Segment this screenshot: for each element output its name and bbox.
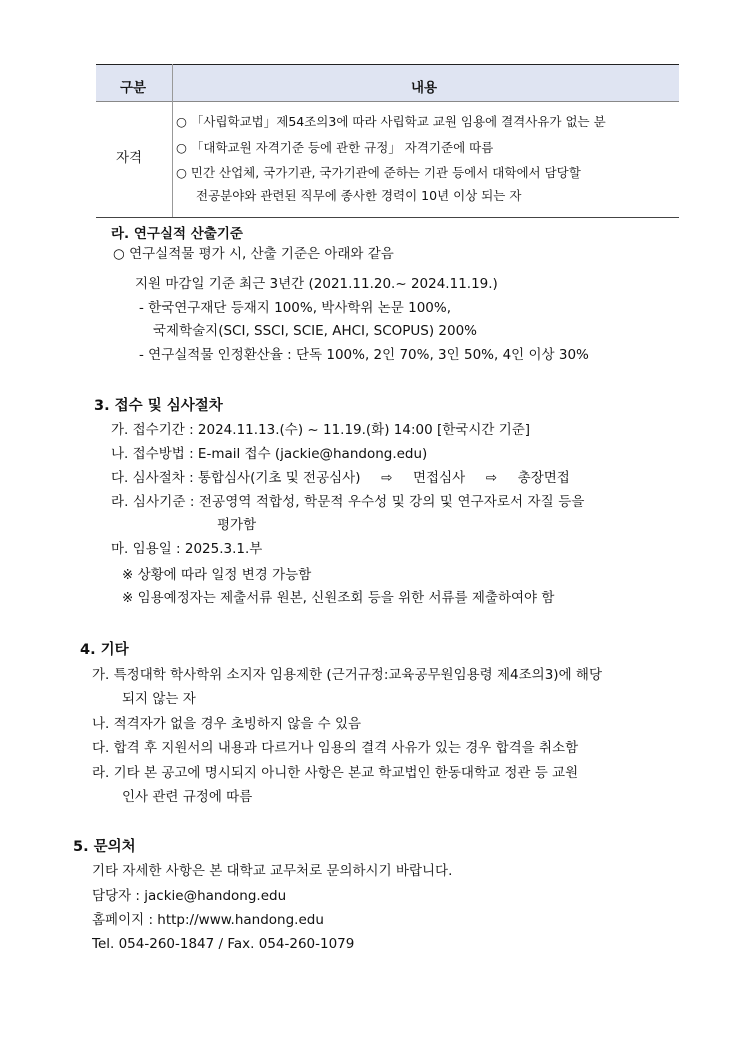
section3-procedure (111, 472, 570, 486)
table-header-content: 내용 (411, 80, 438, 96)
section5-contact: 담당자 : jackie@handong.edu (92, 888, 287, 904)
section4-title: 4. 기타 (80, 642, 129, 658)
research-criteria-line: - 연구실적물 인정환산율 : 단독 100%, 2인 70%, 3인 50%, 4인 이상 30% (139, 347, 589, 363)
section4-item: 가. 특정대학 학사학위 소지자 임용제한 (근거규정:교육공무원임용령 제4조의3)에 해당 (92, 667, 602, 683)
section5-intro: 기타 자세한 사항은 본 대학교 교무처로 문의하시기 바랍니다. (92, 863, 453, 879)
section4-item-cont: 되지 않는 자 (122, 691, 196, 707)
research-criteria-line: - 한국연구재단 등재지 100%, 박사학위 논문 100%, (139, 300, 452, 316)
table-item: ○ 민간 산업체, 국가기관, 국가기관에 준하는 기관 등에서 대학에서 담당할 (176, 165, 581, 180)
section4-item: 라. 기타 본 공고에 명시되지 아니한 사항은 본교 학교법인 한동대학교 정관 등 교원 (92, 765, 579, 781)
section3-period: 가. 접수기간 : 2024.11.13.(수) ~ 11.19.(화) 14:00 [한국시간 기준] (111, 422, 531, 438)
procedure-step-2: 면접심사 (413, 470, 466, 486)
research-criteria-bullet: ○ 연구실적물 평가 시, 산출 기준은 아래와 같음 (113, 246, 394, 262)
table-item: ○ 「대학교원 자격기준 등에 관한 규정」 자격기준에 따름 (176, 140, 494, 155)
arrow-right-icon: ⇨ (381, 470, 393, 486)
section3-criteria: 라. 심사기준 : 전공영역 적합성, 학문적 우수성 및 강의 및 연구자로서 자질 등을 (111, 494, 585, 510)
table-header-row (96, 64, 679, 102)
table-item-continuation: 전공분야와 관련된 직무에 종사한 경력이 10년 이상 되는 자 (196, 188, 522, 203)
procedure-step-1: 다. 심사절차 : 통합심사(기초 및 전공심사) (111, 470, 361, 486)
arrow-right-icon: ⇨ (485, 470, 498, 486)
section3-title: 3. 접수 및 심사절차 (94, 398, 223, 414)
table-item: ○ 「사립학교법」제54조의3에 따라 사립학교 교원 임용에 결격사유가 없는 분 (176, 114, 606, 129)
section4-item: 나. 적격자가 없을 경우 초빙하지 않을 수 있음 (92, 716, 362, 732)
research-criteria-line: 국제학술지(SCI, SSCI, SCIE, AHCI, SCOPUS) 200% (153, 323, 477, 339)
section5-title: 5. 문의처 (73, 839, 136, 855)
section3-method: 나. 접수방법 : E-mail 접수 (jackie@handong.edu) (111, 446, 428, 462)
section4-item-cont: 인사 관련 규정에 따름 (122, 789, 253, 805)
section3-note: ※ 임용예정자는 제출서류 원본, 신원조회 등을 위한 서류를 제출하여야 함 (122, 590, 555, 606)
section5-homepage: 홈페이지 : http://www.handong.edu (92, 912, 324, 928)
section3-criteria-cont: 평가함 (217, 517, 257, 533)
research-criteria-period: 지원 마감일 기준 최근 3년간 (2021.11.20.~ 2024.11.19.) (135, 276, 498, 292)
table-header-category: 구분 (120, 80, 147, 96)
section3-note: ※ 상황에 따라 일정 변경 가능함 (122, 567, 312, 583)
section5-phone: Tel. 054-260-1847 / Fax. 054-260-1079 (92, 936, 355, 952)
section4-item: 다. 합격 후 지원서의 내용과 다르거나 임용의 결격 사유가 있는 경우 합격을 취소함 (92, 740, 579, 756)
section3-appointment-date: 마. 임용일 : 2025.3.1.부 (111, 541, 263, 557)
table-bottom-border (96, 217, 679, 218)
table-row-label: 자격 (116, 150, 143, 166)
research-criteria-title: 라. 연구실적 산출기준 (111, 226, 243, 242)
procedure-step-3: 총장면접 (517, 470, 570, 486)
table-column-divider (172, 64, 173, 218)
